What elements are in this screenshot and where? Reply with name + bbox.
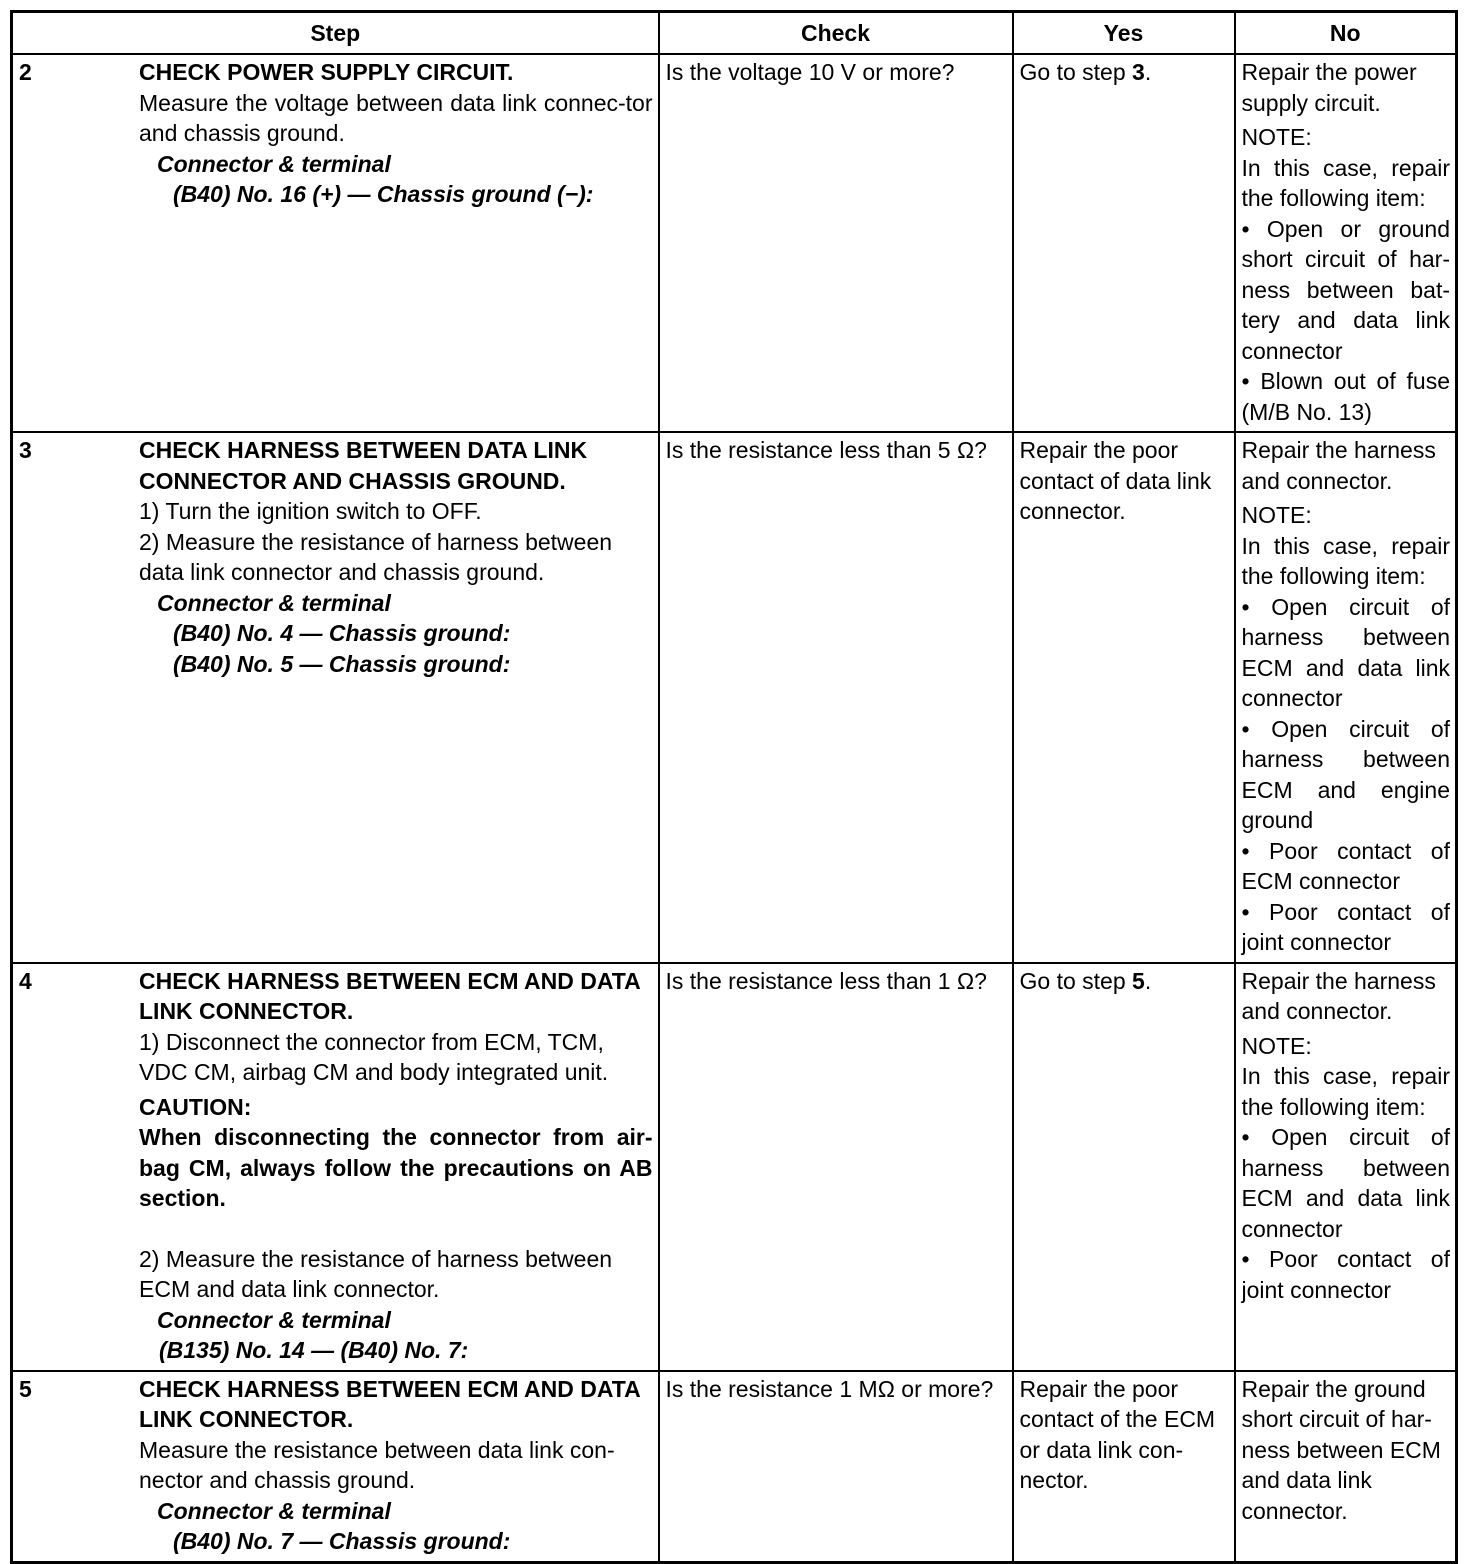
step-instruction: 1) Turn the ignition switch to OFF. xyxy=(139,498,482,524)
caution-label: CAUTION: xyxy=(139,1093,252,1120)
step-cell xyxy=(12,54,659,432)
yes-cell: Repair the poor contact of the ECM or data link con-nector. xyxy=(1013,1371,1235,1563)
no-cell: Repair the ground short circuit of har-ness between ECM and data link connector. xyxy=(1235,1371,1457,1563)
step-number: 3 xyxy=(19,437,32,463)
step-instruction: Measure the resistance between data link con-nector and chassis ground. xyxy=(139,1436,615,1493)
yes-suffix: . xyxy=(1144,967,1152,994)
yes-text: Go to step xyxy=(1019,967,1133,994)
step-title: CHECK POWER SUPPLY CIRCUIT. xyxy=(139,59,514,85)
step-title: CHECK HARNESS BETWEEN ECM AND DATA LINK CONNECTOR. xyxy=(139,967,640,1024)
caution-text: When disconnecting the connector from air-bag CM, always follow the precautions on AB section. xyxy=(139,1124,653,1211)
note-item: • Open circuit of harness between ECM and data link connector xyxy=(1241,1124,1450,1242)
header-row xyxy=(12,12,1457,55)
step-cell xyxy=(12,963,659,1371)
note-label: NOTE: xyxy=(1241,1032,1312,1059)
note-item: • Open circuit of harness between ECM and engine ground xyxy=(1241,715,1450,833)
step-cell xyxy=(12,432,659,963)
header-check: Check xyxy=(659,12,1013,55)
note-item: • Poor contact of joint connector xyxy=(1241,898,1450,955)
note-label: NOTE: xyxy=(1241,502,1312,528)
note-intro: In this case, repair the following item: xyxy=(1241,154,1450,211)
yes-cell xyxy=(1013,54,1235,432)
yes-cell: Repair the poor contact of data link connector. xyxy=(1013,432,1235,963)
step-number: 4 xyxy=(19,967,32,994)
connector-terminal-value: (B40) No. 16 (+) — Chassis ground (−): xyxy=(173,181,594,207)
table-row xyxy=(12,54,1457,432)
connector-terminal-value: (B40) No. 7 — Chassis ground: xyxy=(173,1528,511,1554)
header-no: No xyxy=(1235,12,1457,55)
note-label: NOTE: xyxy=(1241,124,1312,150)
check-cell: Is the voltage 10 V or more? xyxy=(659,54,1013,432)
step-instruction: 1) Disconnect the connector from ECM, TCM, VDC CM, airbag CM and body integrated unit. xyxy=(139,1028,609,1085)
check-cell: Is the resistance less than 5 Ω? xyxy=(659,432,1013,963)
connector-terminal-label: Connector & terminal xyxy=(157,589,391,616)
no-cell xyxy=(1235,963,1457,1371)
table-row xyxy=(12,1371,1457,1563)
step-title: CHECK HARNESS BETWEEN DATA LINK CONNECTOR AND CHASSIS GROUND. xyxy=(139,437,588,494)
header-yes: Yes xyxy=(1013,12,1235,55)
note-item: • Open or ground short circuit of har-ness between bat-tery and data link connector xyxy=(1241,215,1450,364)
check-cell: Is the resistance 1 MΩ or more? xyxy=(659,1371,1013,1563)
connector-terminal-value: (B40) No. 4 — Chassis ground: xyxy=(173,620,511,646)
step-instruction: 2) Measure the resistance of harness between ECM and data link connector. xyxy=(139,1245,613,1302)
no-action: Repair the power supply circuit. xyxy=(1241,59,1417,116)
connector-terminal-label: Connector & terminal xyxy=(157,150,391,177)
step-title: CHECK HARNESS BETWEEN ECM AND DATA LINK CONNECTOR. xyxy=(139,1375,640,1432)
table-row xyxy=(12,963,1457,1371)
note-item: • Poor contact of ECM connector xyxy=(1241,837,1450,894)
step-instruction: Measure the voltage between data link connec-tor and chassis ground. xyxy=(139,89,653,146)
connector-terminal-label: Connector & terminal xyxy=(157,1306,391,1333)
step-instruction: 2) Measure the resistance of harness between data link connector and chassis ground. xyxy=(139,528,613,585)
no-action: Repair the harness and connector. xyxy=(1241,967,1436,1024)
yes-step-ref: 3 xyxy=(1132,59,1145,85)
no-action: Repair the harness and connector. xyxy=(1241,437,1436,494)
step-number: 2 xyxy=(19,59,32,85)
yes-step-ref: 5 xyxy=(1132,967,1145,994)
check-cell: Is the resistance less than 1 Ω? xyxy=(659,963,1013,1371)
no-cell xyxy=(1235,54,1457,432)
note-item: • Open circuit of harness between ECM and data link connector xyxy=(1241,593,1450,711)
step-cell xyxy=(12,1371,659,1563)
yes-text: Go to step xyxy=(1019,59,1133,85)
header-step: Step xyxy=(12,12,659,55)
connector-terminal-value: (B135) No. 14 — (B40) No. 7: xyxy=(159,1337,469,1363)
diagnosis-table xyxy=(10,10,1458,1564)
yes-cell xyxy=(1013,963,1235,1371)
table-row xyxy=(12,432,1457,963)
connector-terminal-value: (B40) No. 5 — Chassis ground: xyxy=(173,650,511,677)
yes-suffix: . xyxy=(1144,59,1152,85)
note-intro: In this case, repair the following item: xyxy=(1241,532,1450,589)
connector-terminal-label: Connector & terminal xyxy=(157,1497,391,1524)
step-number: 5 xyxy=(19,1375,32,1402)
note-item: • Poor contact of joint connector xyxy=(1241,1246,1450,1303)
note-intro: In this case, repair the following item: xyxy=(1241,1063,1450,1120)
note-item: • Blown out of fuse (M/B No. 13) xyxy=(1241,368,1450,425)
no-cell xyxy=(1235,432,1457,963)
